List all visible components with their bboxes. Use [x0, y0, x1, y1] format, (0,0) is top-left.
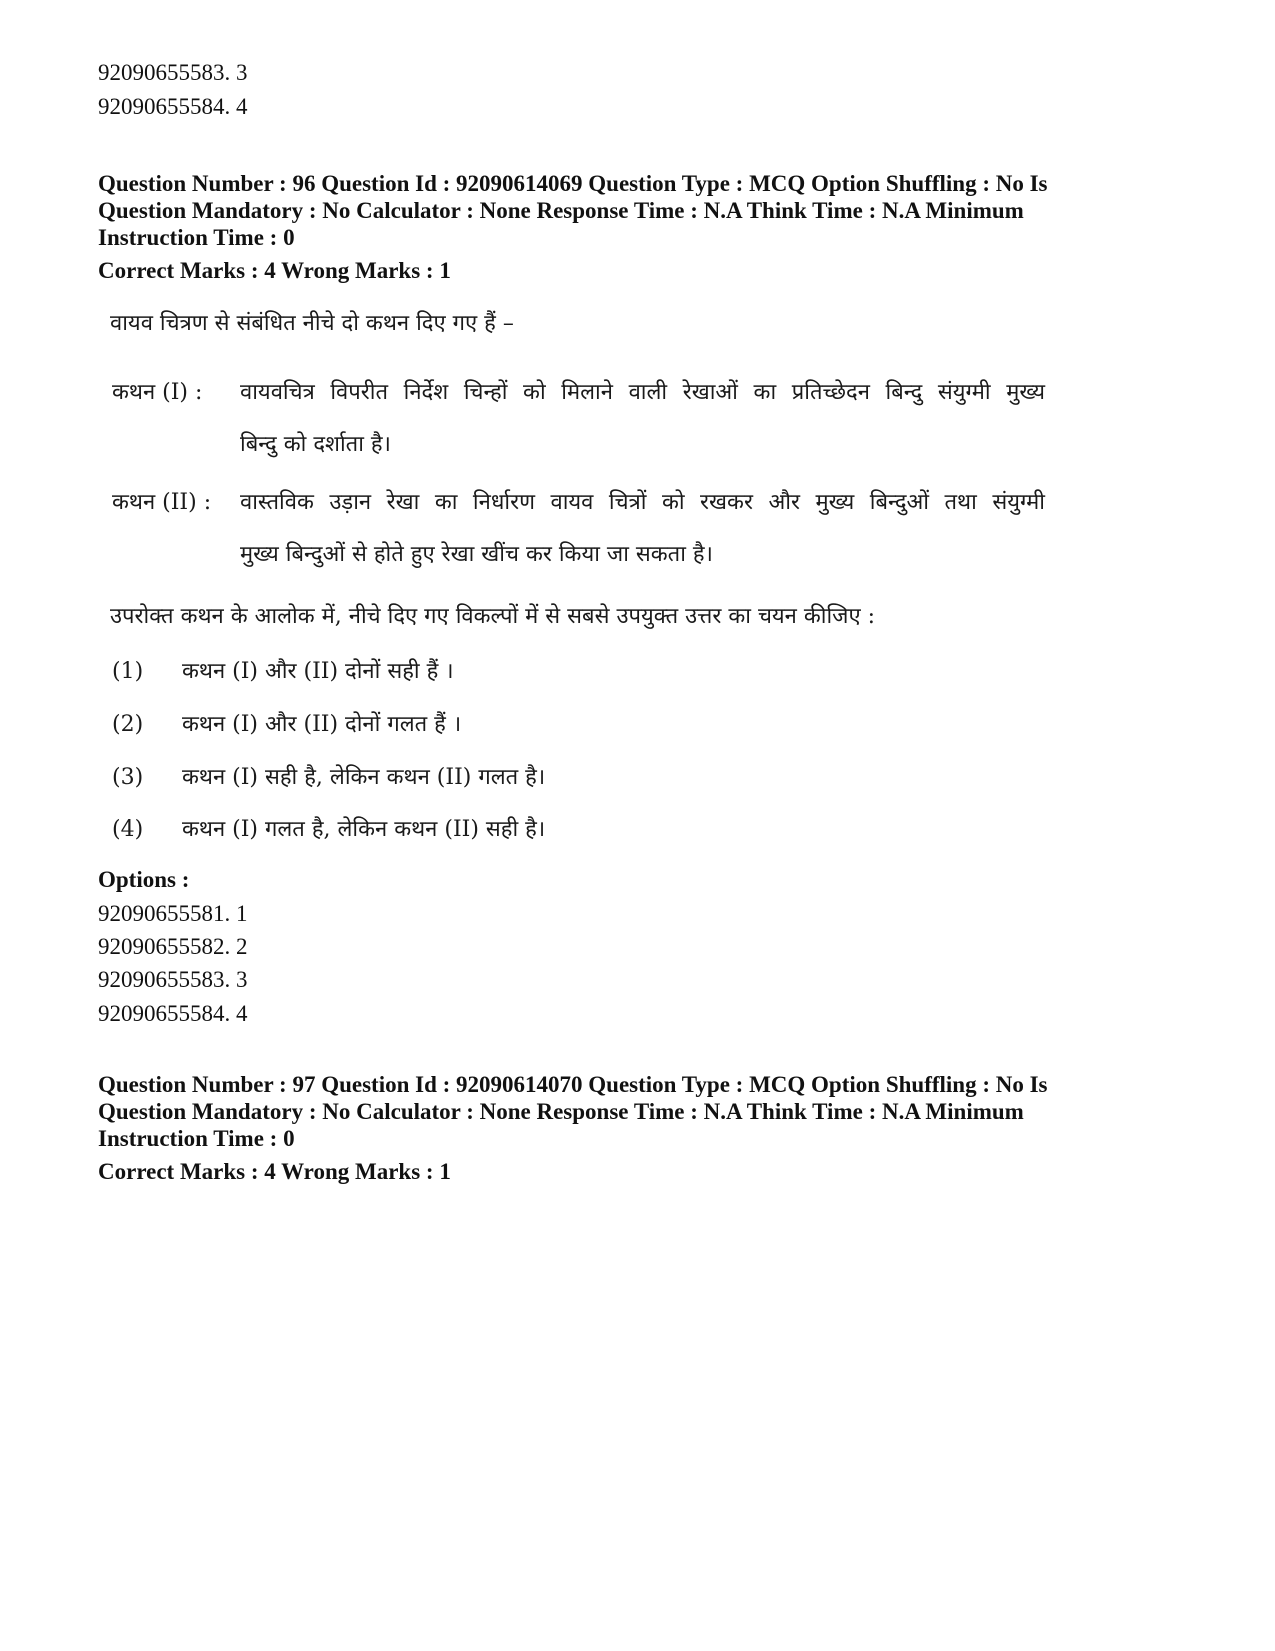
q97-header-line-1: Question Number : 97 Question Id : 92090614070 Question Type : MCQ Option Shuffling : No Is [98, 1072, 1048, 1097]
q96-header-line-3: Instruction Time : 0 [98, 225, 295, 250]
statement-2-line-1: वास्तविक उड़ान रेखा का निर्धारण वायव चित्रों को रखकर और मुख्य बिन्दुओं तथा संयुग्मी [240, 490, 1045, 515]
q96-prompt: उपरोक्त कथन के आलोक में, नीचे दिए गए विकल्पों में से सबसे उपयुक्त उत्तर का चयन कीजिए : [110, 604, 876, 629]
statement-2-line-2: मुख्य बिन्दुओं से होते हुए रेखा खींच कर किया जा सकता है। [240, 542, 713, 567]
q96-header-line-2: Question Mandatory : No Calculator : None Response Time : N.A Think Time : N.A Minimum [98, 198, 1024, 223]
statement-2-label: कथन (II) : [112, 490, 212, 515]
choice-2-text: कथन (I) और (II) दोनों गलत हैं । [182, 712, 462, 737]
option-1: 92090655581. 1 [98, 901, 248, 926]
prev-option-3: 92090655583. 3 [98, 60, 248, 85]
choice-3-text: कथन (I) सही है, लेकिन कथन (II) गलत है। [182, 765, 546, 790]
q96-intro: वायव चित्रण से संबंधित नीचे दो कथन दिए गए हैं – [110, 311, 514, 336]
options-label: Options : [98, 867, 190, 892]
choice-1-text: कथन (I) और (II) दोनों सही हैं । [182, 659, 454, 684]
choice-3-number: (3) [112, 765, 144, 790]
statement-1-line-2: बिन्दु को दर्शाता है। [240, 432, 391, 457]
statement-1-label: कथन (I) : [112, 380, 203, 405]
statement-1-line-1: वायवचित्र विपरीत निर्देश चिन्हों को मिलाने वाली रेखाओं का प्रतिच्छेदन बिन्दु संयुग्मी मुख्य [240, 380, 1045, 405]
prev-option-4: 92090655584. 4 [98, 94, 248, 119]
statement-1-text [240, 378, 1045, 460]
choice-1-number: (1) [112, 659, 144, 684]
statement-2-text [240, 488, 1045, 570]
choice-4-text: कथन (I) गलत है, लेकिन कथन (II) सही है। [182, 817, 546, 842]
q96-header-line-1: Question Number : 96 Question Id : 92090614069 Question Type : MCQ Option Shuffling : No Is [98, 171, 1048, 196]
choice-2-number: (2) [112, 712, 144, 737]
option-4: 92090655584. 4 [98, 1001, 248, 1026]
choice-4-number: (4) [112, 817, 144, 842]
q97-header-line-2: Question Mandatory : No Calculator : None Response Time : N.A Think Time : N.A Minimum [98, 1099, 1024, 1124]
q97-marks: Correct Marks : 4 Wrong Marks : 1 [98, 1159, 451, 1184]
option-2: 92090655582. 2 [98, 934, 248, 959]
q97-header-line-3: Instruction Time : 0 [98, 1126, 295, 1151]
option-3: 92090655583. 3 [98, 967, 248, 992]
q96-marks: Correct Marks : 4 Wrong Marks : 1 [98, 258, 451, 283]
